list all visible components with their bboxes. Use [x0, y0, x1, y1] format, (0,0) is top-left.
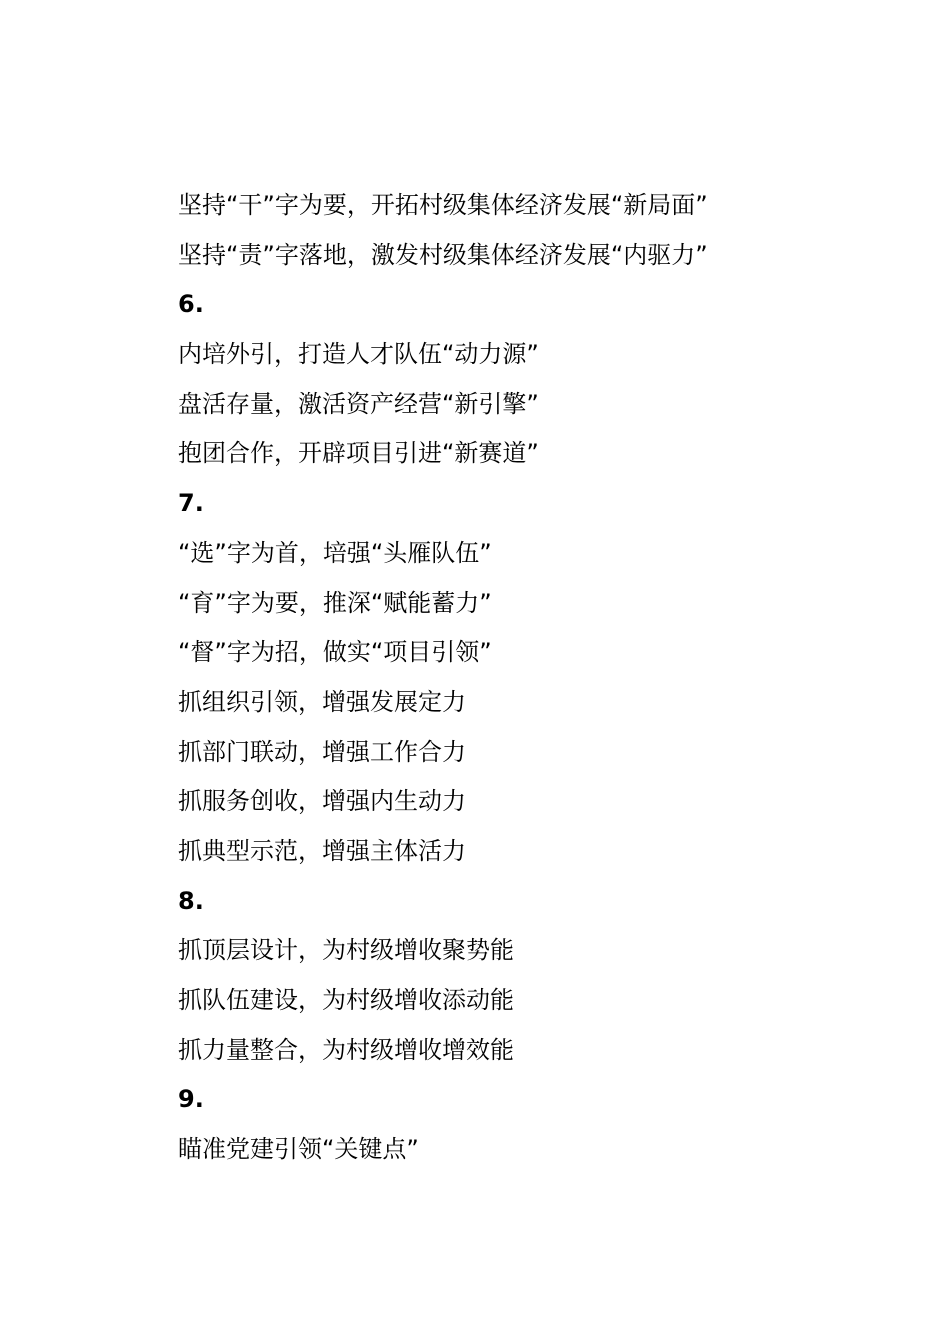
section-number: 9.	[178, 1085, 204, 1114]
text-line: 抓典型示范，增强主体活力	[178, 836, 466, 865]
section-number: 6.	[178, 290, 204, 319]
text-line: 抓部门联动，增强工作合力	[178, 737, 466, 766]
text-line: 抓队伍建设，为村级增收添动能	[178, 986, 514, 1014]
text-line: 抓组织引领，增强发展定力	[178, 687, 466, 716]
text-line: 坚持“责”字落地，激发村级集体经济发展“内驱力”	[178, 240, 708, 269]
text-line: “督”字为招，做实“项目引领”	[178, 638, 492, 667]
document-body	[178, 181, 878, 1175]
text-line: “选”字为首，培强“头雁队伍”	[178, 538, 492, 567]
text-line: 抱团合作，开辟项目引进“新赛道”	[178, 439, 539, 468]
text-line: 抓力量整合，为村级增收增效能	[178, 1035, 514, 1064]
text-line: 抓顶层设计，为村级增收聚势能	[178, 936, 514, 965]
text-line: 坚持“干”字为要，开拓村级集体经济发展“新局面”	[178, 191, 708, 219]
text-line: “育”字为要，推深“赋能蓄力”	[178, 588, 492, 617]
text-line: 盘活存量，激活资产经营“新引擎”	[178, 389, 539, 418]
text-line: 瞄准党建引领“关键点”	[178, 1135, 419, 1164]
text-line: 抓服务创收，增强内生动力	[178, 787, 466, 816]
text-line: 内培外引，打造人才队伍“动力源”	[178, 340, 539, 369]
section-number: 7.	[178, 489, 204, 518]
section-number: 8.	[178, 886, 204, 915]
